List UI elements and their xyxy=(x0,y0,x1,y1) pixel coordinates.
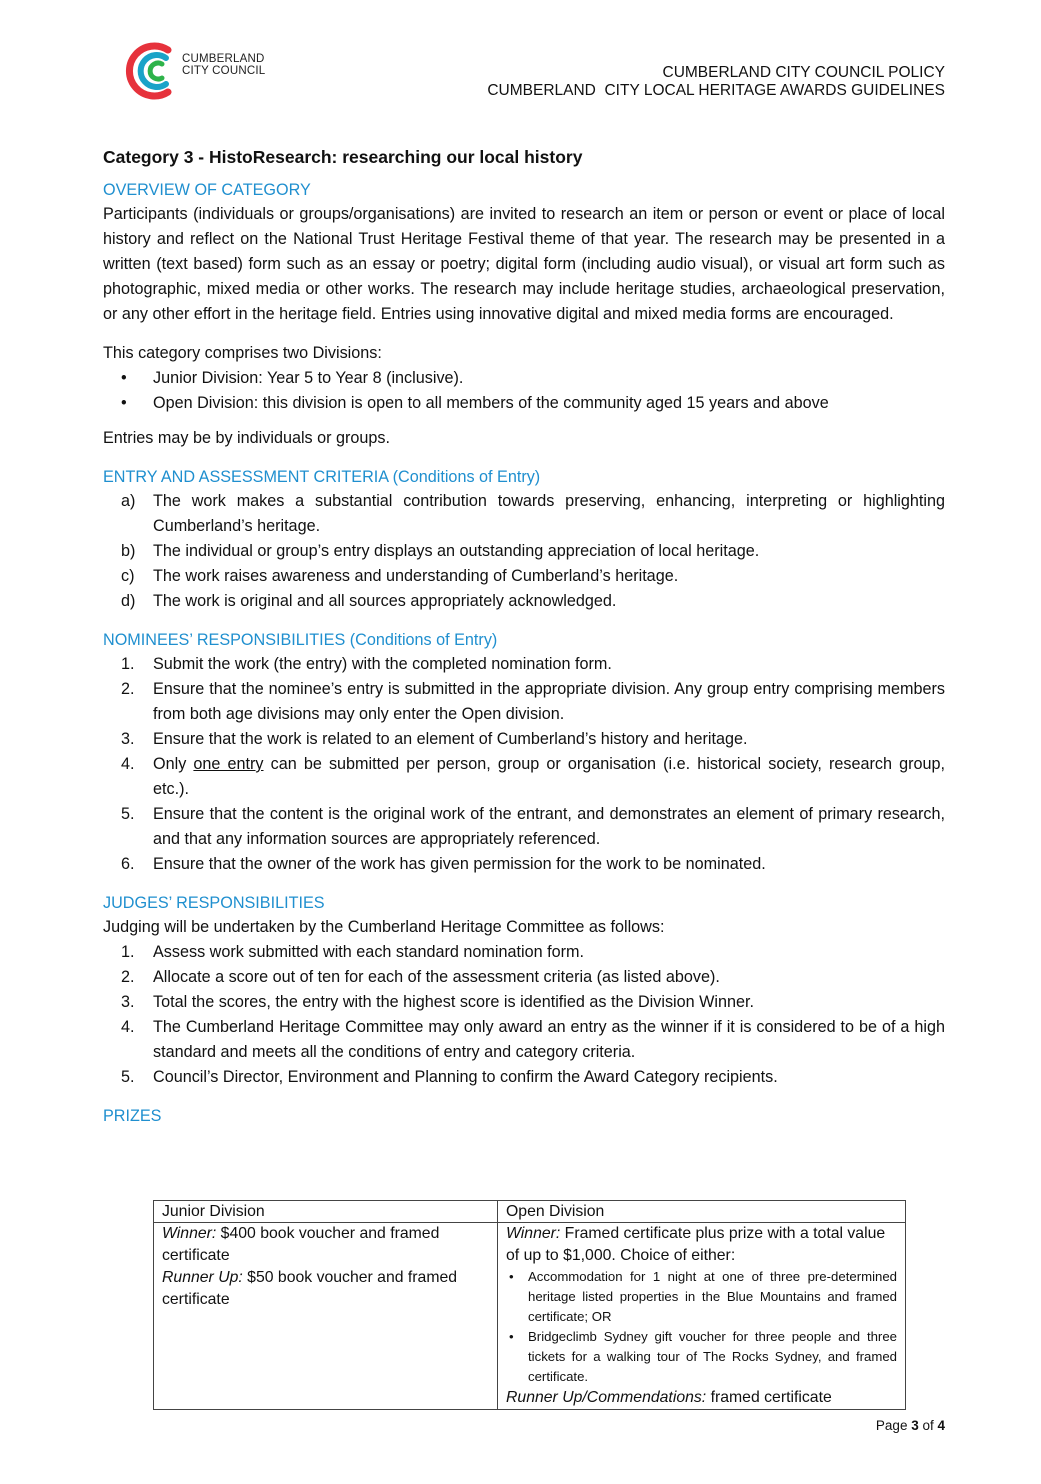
entries-note: Entries may be by individuals or groups. xyxy=(103,429,391,447)
divisions-intro: This category comprises two Divisions: xyxy=(103,344,382,362)
list-text: The Cumberland Heritage Committee may only award an entry as the winner if it is considered to be of a high standard and meets all the conditions of entry and category criteria. xyxy=(153,1018,945,1061)
list-marker: 5. xyxy=(121,805,135,823)
criteria-heading: ENTRY AND ASSESSMENT CRITERIA (Conditions of Entry) xyxy=(103,468,541,486)
runner-up-text: $50 book voucher and framed certificate xyxy=(162,1269,458,1308)
list-marker: d) xyxy=(121,592,136,610)
criteria-list xyxy=(103,489,945,614)
list-item xyxy=(103,852,945,877)
junior-division-header: Junior Division xyxy=(154,1201,498,1223)
table-header-row xyxy=(154,1201,906,1223)
page-title: Category 3 - HistoResearch: researching our local history xyxy=(103,147,583,167)
table-row xyxy=(154,1223,906,1410)
junior-division-cell xyxy=(154,1223,498,1410)
header-line-2: CUMBERLAND CITY LOCAL HERITAGE AWARDS GUIDELINES xyxy=(487,82,945,99)
list-item xyxy=(103,652,945,677)
list-item xyxy=(103,965,945,990)
open-runner-up xyxy=(506,1387,897,1409)
open-division-cell xyxy=(498,1223,906,1410)
council-logo xyxy=(124,40,304,102)
list-item xyxy=(103,727,945,752)
list-text-pre: Only xyxy=(153,755,194,773)
list-item xyxy=(103,589,945,614)
open-division-header: Open Division xyxy=(498,1201,906,1223)
list-marker: 2. xyxy=(121,680,135,698)
list-marker: 6. xyxy=(121,855,135,873)
open-winner xyxy=(506,1223,897,1267)
list-item xyxy=(103,677,945,727)
winner-text: Framed certificate plus prize with a total value of up to $1,000. Choice of either: xyxy=(506,1225,886,1264)
logo-text xyxy=(182,53,265,77)
page-number xyxy=(876,1418,945,1433)
council-logo-icon xyxy=(124,40,180,102)
list-item xyxy=(103,990,945,1015)
list-text: The work is original and all sources appropriately acknowledged. xyxy=(153,592,617,610)
list-text: Allocate a score out of ten for each of the assessment criteria (as listed above). xyxy=(153,968,720,986)
list-item xyxy=(103,940,945,965)
list-marker: 1. xyxy=(121,655,135,673)
junior-runner-up xyxy=(162,1267,489,1311)
nominees-heading: NOMINEES’ RESPONSIBILITIES (Conditions of Entry) xyxy=(103,631,498,649)
list-marker: 1. xyxy=(121,943,135,961)
total-pages: 4 xyxy=(937,1418,945,1433)
list-item xyxy=(103,752,950,802)
list-marker: b) xyxy=(121,542,136,560)
list-text: The individual or group’s entry displays an outstanding appreciation of local heritage. xyxy=(153,542,760,560)
winner-label: Winner: xyxy=(162,1225,217,1242)
list-text: Submit the work (the entry) with the completed nomination form. xyxy=(153,655,612,673)
list-marker: c) xyxy=(121,567,135,585)
list-item xyxy=(103,564,945,589)
runner-up-label: Runner Up: xyxy=(162,1269,243,1286)
list-item: • Junior Division: Year 5 to Year 8 (inclusive). xyxy=(103,366,945,391)
page-content xyxy=(103,144,950,1128)
winner-label: Winner: xyxy=(506,1225,561,1242)
judges-heading: JUDGES’ RESPONSIBILITIES xyxy=(103,894,325,912)
junior-winner xyxy=(162,1223,489,1267)
list-text: Ensure that the nominee’s entry is submitted in the appropriate division. Any group entry comprising members from both age divisions may only enter the Open division. xyxy=(153,680,945,723)
list-item xyxy=(103,802,945,852)
document-header xyxy=(487,64,945,100)
runner-up-text: framed certificate xyxy=(706,1389,832,1406)
prizes-heading: PRIZES xyxy=(103,1107,162,1125)
list-marker: 5. xyxy=(121,1068,135,1086)
list-marker: 2. xyxy=(121,968,135,986)
list-text: The work makes a substantial contribution towards preserving, enhancing, interpreting or highlighting Cumberland’s heritage. xyxy=(153,492,945,535)
overview-paragraph: Participants (individuals or groups/organisations) are invited to research an item or person or event or place of local history and reflect on the National Trust Heritage Festival theme of that year. The research may be presented in a written (text based) form such as an essay or poetry; digital form (including audio visual), or visual art form such as photographic, mixed media or other works. The research may include heritage studies, archaeological preservation, or any other effort in the heritage field. Entries using innovative digital and mixed media forms are encouraged. xyxy=(103,205,945,323)
current-page: 3 xyxy=(911,1418,919,1433)
list-text: The work raises awareness and understanding of Cumberland’s heritage. xyxy=(153,567,679,585)
list-item xyxy=(103,539,945,564)
list-item xyxy=(103,489,945,539)
list-item xyxy=(103,1065,945,1090)
list-item: • Accommodation for 1 night at one of three pre-determined heritage listed properties in the Blue Mountains and framed certificate; OR xyxy=(506,1267,897,1327)
list-text: Assess work submitted with each standard nomination form. xyxy=(153,943,584,961)
list-text: Ensure that the owner of the work has given permission for the work to be nominated. xyxy=(153,855,766,873)
header-line-1: CUMBERLAND CITY COUNCIL POLICY xyxy=(662,64,945,81)
one-entry-underlined: one entry xyxy=(193,755,264,773)
list-marker: 4. xyxy=(121,1018,135,1036)
list-text: Council’s Director, Environment and Planning to confirm the Award Category recipients. xyxy=(153,1068,778,1086)
list-marker: a) xyxy=(121,492,136,510)
list-text: Ensure that the content is the original work of the entrant, and demonstrates an element of primary research, and that any information sources are appropriately referenced. xyxy=(153,805,945,848)
page-word: Page xyxy=(875,1418,912,1433)
winner-text: $400 book voucher and framed certificate xyxy=(162,1225,440,1264)
list-text-post: can be submitted per person, group or organisation (i.e. historical society, research group, etc.). xyxy=(153,755,950,798)
list-item: • Open Division: this division is open to all members of the community aged 15 years and above xyxy=(103,391,945,416)
list-item: • Bridgeclimb Sydney gift voucher for three people and three tickets for a walking tour of The Rocks Sydney, and framed certificate. xyxy=(506,1327,897,1387)
logo-line-2: CITY COUNCIL xyxy=(182,65,266,77)
runner-up-label: Runner Up/Commendations: xyxy=(506,1389,707,1406)
list-marker: 3. xyxy=(121,730,135,748)
nominees-list xyxy=(103,652,950,877)
list-item xyxy=(103,1015,945,1065)
divisions-list xyxy=(103,366,945,416)
list-marker: 4. xyxy=(121,755,135,773)
overview-heading: OVERVIEW OF CATEGORY xyxy=(103,181,311,199)
list-text: Ensure that the work is related to an element of Cumberland’s history and heritage. xyxy=(153,730,748,748)
list-marker: 3. xyxy=(121,993,135,1011)
judges-list xyxy=(103,940,945,1090)
prizes-table xyxy=(153,1200,906,1410)
judges-intro: Judging will be undertaken by the Cumberland Heritage Committee as follows: xyxy=(103,918,665,936)
list-text: Total the scores, the entry with the highest score is identified as the Division Winner. xyxy=(153,993,755,1011)
open-options-list xyxy=(506,1267,897,1387)
logo-line-1: CUMBERLAND xyxy=(182,53,265,65)
of-word: of xyxy=(918,1418,938,1433)
